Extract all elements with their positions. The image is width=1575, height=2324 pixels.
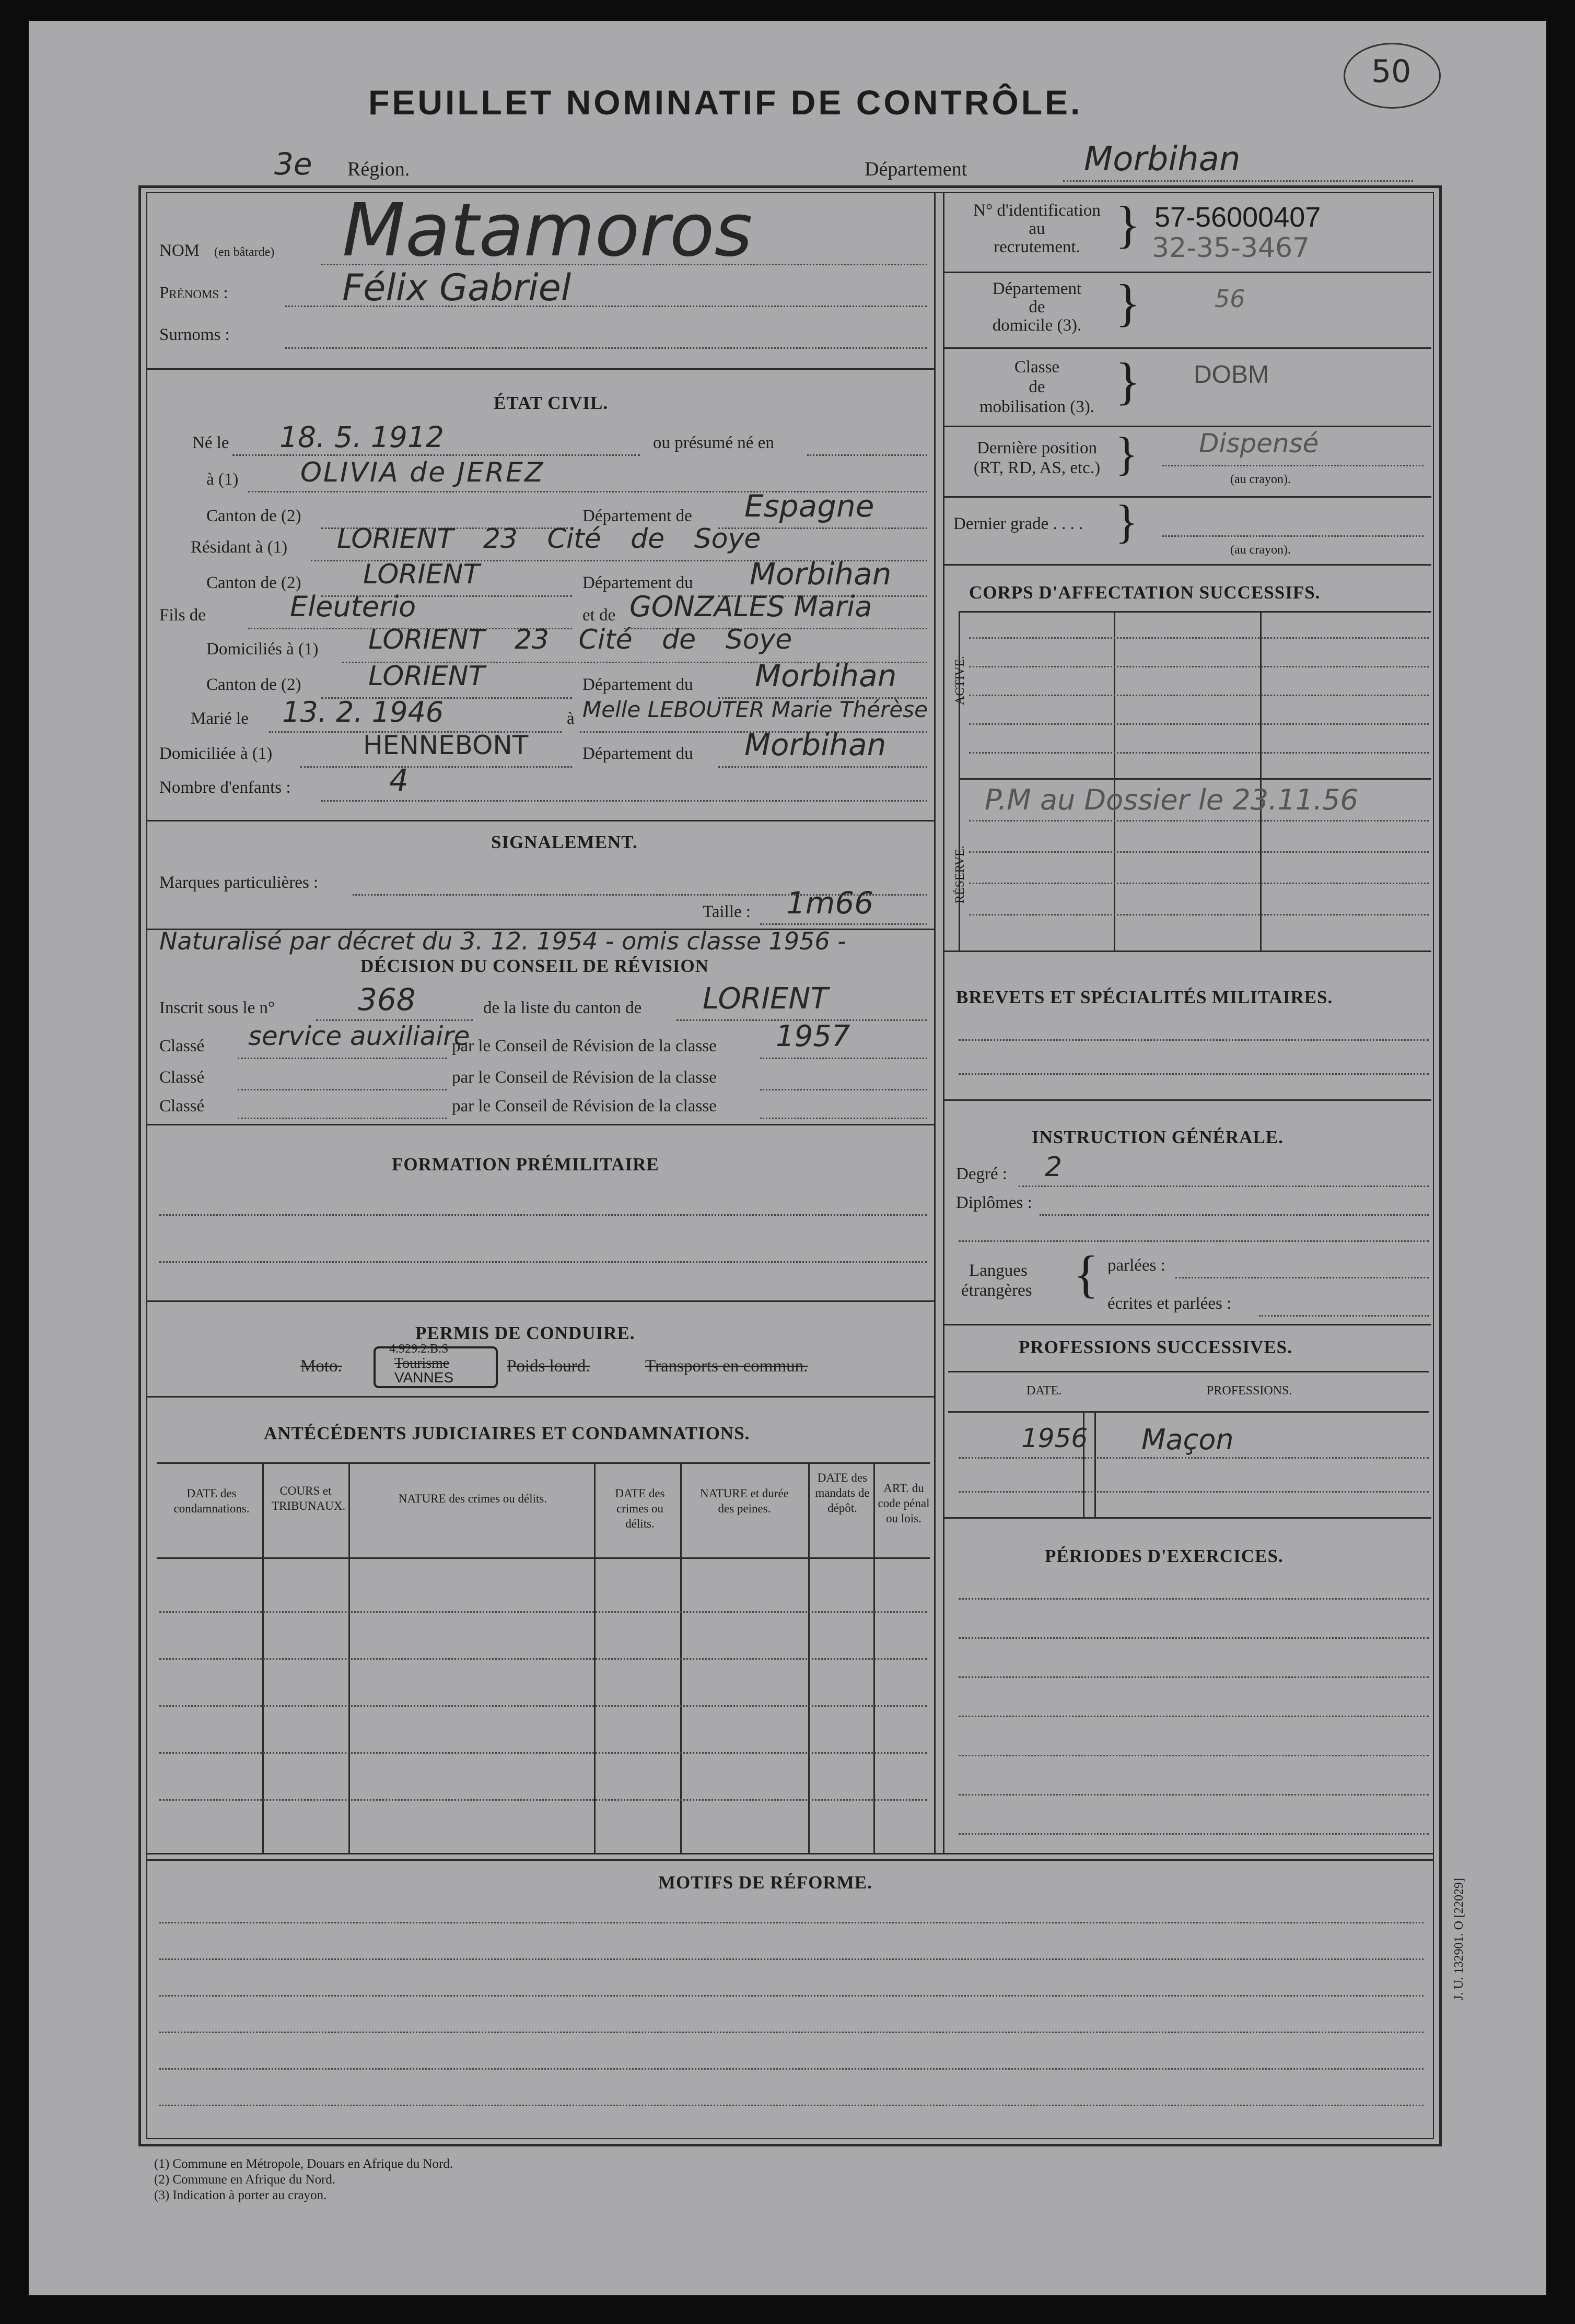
- dept1-label: Département de: [582, 507, 692, 525]
- classe1-year-line: [760, 1058, 927, 1059]
- corps-active-row-3: [969, 695, 1429, 696]
- reforme-line-2: [159, 1958, 1424, 1960]
- mob-label-2: de: [1029, 378, 1045, 396]
- classe3-conseil: par le Conseil de Révision de la classe: [452, 1097, 717, 1116]
- dept1-value: Espagne: [744, 488, 874, 524]
- surnoms-label: Surnoms :: [159, 325, 230, 344]
- dept2-value: Morbihan: [750, 556, 892, 592]
- dom-separator: [943, 347, 1431, 349]
- pos-line: [1162, 465, 1424, 466]
- permis-transports: Transports en commun.: [645, 1357, 808, 1376]
- canton1-label: Canton de (2): [206, 507, 301, 525]
- pos-label-2: (RT, RD, AS, etc.): [973, 459, 1101, 477]
- grade-note: (au crayon).: [1230, 543, 1291, 557]
- inscrit-label: Inscrit sous le n°: [159, 999, 275, 1017]
- corps-reserve-note: P.M au Dossier le 23.11.56: [985, 783, 1358, 816]
- corps-reserve-row-3: [969, 883, 1429, 884]
- degre-value: 2: [1045, 1152, 1063, 1183]
- antecedents-col-5: [808, 1462, 810, 1853]
- mob-brace: }: [1115, 352, 1140, 410]
- nom-line: [321, 264, 927, 265]
- diplomes-label: Diplômes :: [956, 1193, 1032, 1212]
- classe2-label: Classé: [159, 1068, 205, 1087]
- classe3-line: [238, 1118, 447, 1119]
- dept2-label: Département du: [582, 573, 693, 592]
- antecedents-col-2: [348, 1462, 350, 1853]
- corps-active-row-4: [969, 723, 1429, 725]
- grade-label: Dernier grade . . . .: [953, 514, 1083, 533]
- periodes-heading: PÉRIODES D'EXERCICES.: [1045, 1546, 1284, 1566]
- periodes-line-4: [959, 1716, 1429, 1717]
- periodes-line-1: [959, 1598, 1429, 1600]
- lieu-naissance-label: à (1): [206, 470, 239, 489]
- dom-value: 56: [1215, 285, 1245, 313]
- col-art-code: ART. du code pénal ou lois.: [878, 1482, 930, 1525]
- page-number: 50: [1371, 53, 1411, 90]
- classe1-value: service auxiliaire: [248, 1021, 470, 1051]
- domiciliee-value: HENNEBONT: [363, 730, 529, 760]
- liste-label: de la liste du canton de: [483, 999, 642, 1017]
- enfants-line: [321, 800, 927, 802]
- departement-label: Département: [865, 158, 967, 180]
- prenoms-value: Félix Gabriel: [342, 266, 571, 309]
- corps-separator: [943, 950, 1431, 952]
- presume-label: ou présumé né en: [653, 433, 774, 452]
- antecedents-row-1: [159, 1611, 927, 1613]
- pos-note: (au crayon).: [1230, 473, 1291, 486]
- dept4-value: Morbihan: [744, 727, 886, 762]
- reforme-line-6: [159, 2105, 1424, 2106]
- classe2-line: [238, 1089, 447, 1090]
- mob-separator: [943, 426, 1431, 427]
- corps-reserve-row-4: [969, 914, 1429, 915]
- col-cours-tribunaux: COURS et TRIBUNAUX.: [272, 1484, 346, 1512]
- formation-heading: FORMATION PRÉMILITAIRE: [392, 1154, 659, 1175]
- brevets-line-2: [959, 1073, 1429, 1075]
- col-date-crimes: DATE des crimes ou délits.: [615, 1487, 665, 1530]
- dom-label-3: domicile (3).: [992, 316, 1082, 335]
- ecrites-line: [1259, 1315, 1429, 1317]
- ident-label-1: N° d'identification: [973, 201, 1101, 220]
- corps-active-row-1: [969, 637, 1429, 639]
- classe1-conseil: par le Conseil de Révision de la classe: [452, 1037, 717, 1055]
- surnoms-line: [285, 347, 927, 349]
- decision-heading: DÉCISION DU CONSEIL DE RÉVISION: [360, 956, 709, 976]
- ident-label-2: au: [1029, 219, 1045, 238]
- permis-heading: PERMIS DE CONDUIRE.: [415, 1323, 635, 1343]
- classe2-conseil: par le Conseil de Révision de la classe: [452, 1068, 717, 1087]
- fils-label: Fils de: [159, 606, 206, 625]
- permis-moto: Moto.: [300, 1357, 342, 1376]
- professions-row-1: [959, 1457, 1429, 1459]
- mob-label-1: Classe: [1014, 358, 1060, 377]
- professions-col-prof: PROFESSIONS.: [1207, 1384, 1292, 1398]
- permis-separator: [146, 1396, 935, 1398]
- corps-active-row-2: [969, 666, 1429, 667]
- professions-col-date: DATE.: [1026, 1384, 1062, 1398]
- classe1-year: 1957: [776, 1019, 850, 1053]
- dom-label-2: de: [1029, 298, 1045, 316]
- taille-value: 1m66: [786, 885, 874, 921]
- ident-value-2: 32-35-3467: [1152, 232, 1310, 264]
- classe1-line: [238, 1058, 447, 1059]
- langues-label-1: Langues: [969, 1261, 1028, 1280]
- antecedents-col-6: [873, 1462, 875, 1853]
- marie-value: 13. 2. 1946: [282, 696, 444, 729]
- printer-imprint: J. U. 132901. O [22029]: [1452, 1878, 1466, 2000]
- professions-top-line: [948, 1371, 1429, 1372]
- canton3-label: Canton de (2): [206, 675, 301, 694]
- marie-label: Marié le: [191, 709, 249, 728]
- antecedents-col-3: [594, 1462, 596, 1853]
- col-date-mandats: DATE des mandats de dépôt.: [815, 1471, 870, 1515]
- fils-value: Eleuterio: [290, 590, 416, 623]
- corps-top-line: [959, 611, 1431, 613]
- dept3-value: Morbihan: [755, 658, 897, 694]
- professions-col-line-2: [1094, 1411, 1096, 1518]
- antecedents-top-line: [157, 1462, 930, 1464]
- domicilies-label: Domiciliés à (1): [206, 640, 319, 659]
- reforme-top-line-2: [146, 1859, 1434, 1861]
- lieu-naissance-value: OLIVIA de JEREZ: [300, 457, 545, 488]
- resident-label: Résidant à (1): [191, 538, 288, 557]
- mob-value: DOBM: [1194, 361, 1269, 389]
- parlees-line: [1175, 1277, 1429, 1278]
- nom-sub: (en bâtarde): [214, 245, 275, 259]
- antecedents-col-4: [680, 1462, 682, 1853]
- nom-label: NOM: [159, 241, 200, 260]
- permis-stamp-1: 4.929.2.B.S: [389, 1342, 449, 1356]
- langues-label-2: étrangères: [961, 1281, 1032, 1300]
- marques-label: Marques particulières :: [159, 873, 319, 892]
- taille-line: [760, 923, 927, 925]
- periodes-line-6: [959, 1794, 1429, 1795]
- reforme-line-1: [159, 1922, 1424, 1923]
- corps-reserve-row-2: [969, 851, 1429, 853]
- et-de-label: et de: [582, 606, 616, 625]
- pos-label-1: Dernière position: [976, 439, 1098, 457]
- reforme-top-line: [146, 1853, 1434, 1854]
- domiciliee-line: [300, 766, 572, 768]
- reforme-heading: MOTIFS DE RÉFORME.: [658, 1872, 872, 1893]
- footnote-3: (3) Indication à porter au crayon.: [154, 2188, 327, 2202]
- ne-le-label: Né le: [192, 433, 229, 452]
- brevets-heading: BREVETS ET SPÉCIALITÉS MILITAIRES.: [956, 987, 1333, 1007]
- pos-separator: [943, 496, 1431, 498]
- col-date-condamnations: DATE des condamnations.: [173, 1487, 250, 1515]
- permis-stamp-2: Tourisme: [394, 1355, 450, 1371]
- antecedents-row-3: [159, 1705, 927, 1707]
- prenoms-label: Prénoms :: [159, 284, 228, 302]
- enfants-value: 4: [389, 762, 409, 798]
- antecedents-col-1: [262, 1462, 264, 1853]
- et-de-value: GONZALES Maria: [629, 590, 872, 623]
- corps-reserve-label: RÉSERVE.: [953, 846, 967, 903]
- pos-brace: }: [1115, 428, 1138, 480]
- nom-value: Matamoros: [342, 188, 753, 273]
- antecedents-row-5: [159, 1799, 927, 1801]
- column-divider-2: [943, 192, 944, 1853]
- dom-brace: }: [1115, 274, 1140, 332]
- page-title: FEUILLET NOMINATIF DE CONTRÔLE.: [368, 83, 1083, 122]
- canton3-value: LORIENT: [368, 661, 485, 692]
- departement-line: [1063, 180, 1413, 182]
- profession-row-1-name: Maçon: [1141, 1423, 1234, 1456]
- presume-line: [807, 454, 927, 456]
- corps-active-label: ACTIVE.: [953, 656, 967, 705]
- corps-heading: CORPS D'AFFECTATION SUCCESSIFS.: [969, 582, 1321, 603]
- langues-brace: {: [1074, 1245, 1099, 1303]
- classe1-label: Classé: [159, 1037, 205, 1055]
- ident-separator: [943, 272, 1431, 273]
- corps-reserve-row-1: [969, 820, 1429, 821]
- reforme-line-5: [159, 2068, 1424, 2070]
- ident-brace: }: [1115, 195, 1140, 253]
- decision-separator: [146, 1124, 935, 1125]
- periodes-line-2: [959, 1637, 1429, 1639]
- dept3-label: Département du: [582, 675, 693, 694]
- professions-header-line: [948, 1411, 1429, 1413]
- grade-separator: [943, 564, 1431, 566]
- corps-col-1: [1114, 611, 1115, 950]
- departement-value: Morbihan: [1084, 140, 1241, 179]
- corps-col-2: [1260, 611, 1262, 950]
- canton2-label: Canton de (2): [206, 573, 301, 592]
- signalement-heading: SIGNALEMENT.: [491, 832, 638, 852]
- classe3-year-line: [760, 1118, 927, 1119]
- diplomes-line-2: [959, 1240, 1429, 1242]
- periodes-line-5: [959, 1755, 1429, 1756]
- periodes-line-3: [959, 1676, 1429, 1678]
- prenoms-line: [285, 306, 927, 307]
- instruction-heading: INSTRUCTION GÉNÉRALE.: [1032, 1127, 1284, 1147]
- dept4-label: Département du: [582, 744, 693, 763]
- reforme-line-4: [159, 2032, 1424, 2033]
- ident-value-1: 57-56000407: [1154, 202, 1321, 233]
- footnote-2: (2) Commune en Afrique du Nord.: [154, 2173, 336, 2187]
- periodes-line-7: [959, 1833, 1429, 1835]
- brevets-line-1: [959, 1039, 1429, 1041]
- region-value: 3e: [274, 146, 312, 182]
- dom-label-1: Département: [992, 279, 1082, 298]
- footnote-1: (1) Commune en Métropole, Douars en Afrique du Nord.: [154, 2157, 453, 2171]
- ecrites-label: écrites et parlées :: [1107, 1294, 1232, 1313]
- inscrit-value: 368: [358, 982, 416, 1017]
- grade-line: [1162, 535, 1424, 537]
- instruction-separator: [943, 1324, 1431, 1325]
- permis-poids: Poids lourd.: [507, 1357, 590, 1376]
- antecedents-row-2: [159, 1658, 927, 1660]
- etat-civil-separator: [146, 820, 935, 821]
- col-nature-peines: NATURE et durée des peines.: [700, 1487, 789, 1515]
- permis-stamp-3: VANNES: [394, 1369, 454, 1386]
- col-nature-crimes: NATURE des crimes ou délits.: [398, 1492, 547, 1505]
- enfants-label: Nombre d'enfants :: [159, 778, 291, 797]
- degre-label: Degré :: [956, 1165, 1008, 1183]
- professions-heading: PROFESSIONS SUCCESSIVES.: [1019, 1337, 1292, 1357]
- corps-mid-line: [959, 778, 1431, 780]
- profession-row-1-date: 1956: [1021, 1423, 1088, 1453]
- brevets-separator: [943, 1099, 1431, 1101]
- marie-spouse: Melle LEBOUTER Marie Thérèse: [582, 697, 928, 722]
- liste-value: LORIENT: [703, 982, 829, 1016]
- antecedents-heading: ANTÉCÉDENTS JUDICIAIRES ET CONDAMNATIONS.: [264, 1423, 750, 1443]
- dept4-line: [718, 766, 927, 768]
- identity-separator: [146, 368, 935, 370]
- taille-label: Taille :: [703, 902, 751, 921]
- professions-row-2: [959, 1491, 1429, 1493]
- antecedents-header-line: [157, 1557, 930, 1559]
- canton2-value: LORIENT: [363, 559, 480, 590]
- ne-le-value: 18. 5. 1912: [279, 420, 444, 454]
- classe3-label: Classé: [159, 1097, 205, 1116]
- parlees-label: parlées :: [1107, 1256, 1165, 1275]
- resident-value: LORIENT 23 Cité de Soye: [337, 523, 761, 555]
- ne-le-line: [232, 454, 640, 456]
- corps-active-row-5: [969, 752, 1429, 754]
- formation-line-1: [159, 1214, 927, 1216]
- column-divider: [934, 192, 936, 1853]
- diplomes-line-1: [1040, 1214, 1429, 1216]
- region-label: Région.: [347, 158, 410, 180]
- pos-value: Dispensé: [1199, 428, 1319, 459]
- formation-separator: [146, 1300, 935, 1302]
- grade-brace: }: [1115, 496, 1138, 548]
- professions-separator: [943, 1517, 1431, 1519]
- domicilies-value: LORIENT 23 Cité de Soye: [368, 624, 792, 655]
- antecedents-row-4: [159, 1752, 927, 1754]
- marie-a: à: [567, 709, 575, 728]
- naturalisation-note: Naturalisé par décret du 3. 12. 1954 - omis classe 1956 -: [159, 927, 846, 955]
- classe2-year-line: [760, 1089, 927, 1090]
- degre-line: [1019, 1186, 1429, 1187]
- document-sheet: [29, 21, 1546, 2295]
- mob-label-3: mobilisation (3).: [979, 397, 1094, 416]
- etat-civil-heading: ÉTAT CIVIL.: [494, 393, 609, 413]
- reforme-line-3: [159, 1995, 1424, 1997]
- formation-line-2: [159, 1261, 927, 1263]
- ident-label-3: recrutement.: [994, 238, 1080, 256]
- domiciliee-label: Domiciliée à (1): [159, 744, 273, 763]
